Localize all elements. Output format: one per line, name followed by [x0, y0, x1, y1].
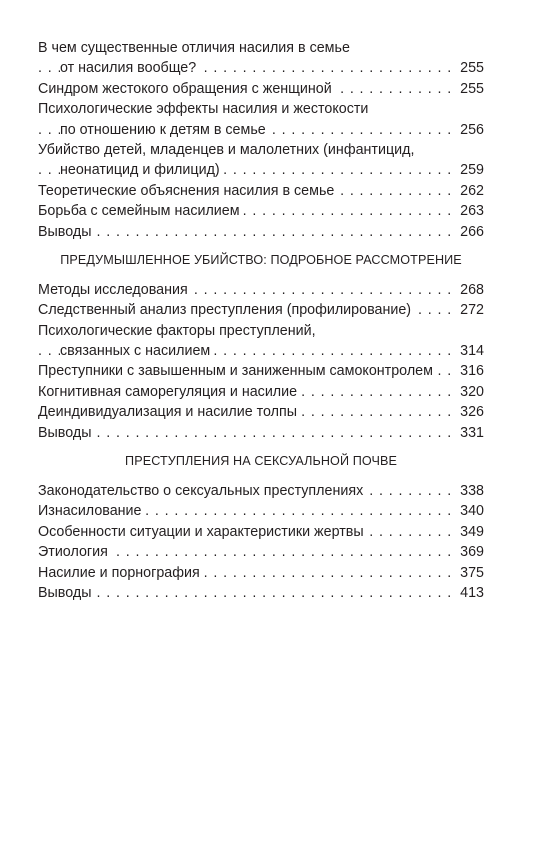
page-number: 413 — [457, 583, 484, 603]
toc-entry[interactable] — [38, 38, 484, 79]
entry-title: Законодательство о сексуальных преступлениях — [38, 483, 366, 499]
page-number: 255 — [457, 58, 484, 78]
page-number: 263 — [457, 201, 484, 221]
entry-title: Когнитивная саморегуляция и насилие — [38, 384, 300, 400]
entry-line-with-leader — [38, 280, 484, 300]
page-number: 331 — [457, 423, 484, 443]
toc-entry[interactable] — [38, 222, 484, 242]
section-heading: ПРЕДУМЫШЛЕННОЕ УБИЙСТВО: ПОДРОБНОЕ РАССМОТРЕНИЕ — [60, 252, 462, 267]
entry-line — [38, 140, 484, 160]
entry-title: Психологические факторы преступлений, — [38, 323, 319, 339]
entry-line — [38, 99, 484, 119]
toc-entry[interactable] — [38, 99, 484, 140]
page-number: 268 — [457, 280, 484, 300]
page-number: 256 — [457, 120, 484, 140]
entry-line — [38, 38, 484, 58]
toc-entry[interactable] — [38, 79, 484, 99]
entry-title: Преступники с завышенным и заниженным самоконтролем — [38, 363, 436, 379]
entry-title: Этиология — [38, 544, 111, 560]
entry-title: Насилие и порнография — [38, 565, 203, 581]
entry-line-with-leader — [38, 501, 484, 521]
entry-title: Деиндивидуализация и насилие толпы — [38, 404, 300, 420]
toc-entry[interactable] — [38, 501, 484, 521]
section-heading: ПРЕСТУПЛЕНИЯ НА СЕКСУАЛЬНОЙ ПОЧВЕ — [125, 454, 397, 469]
page-number: 338 — [457, 481, 484, 501]
toc-entry[interactable] — [38, 280, 484, 300]
page-number: 255 — [457, 79, 484, 99]
toc-entry[interactable] — [38, 563, 484, 583]
page-number: 266 — [457, 222, 484, 242]
entry-line-with-leader — [38, 181, 484, 201]
entry-line-with-leader — [38, 402, 484, 422]
page-number: 375 — [457, 563, 484, 583]
toc-section — [38, 451, 484, 603]
toc-entry[interactable] — [38, 402, 484, 422]
page-number: 369 — [457, 542, 484, 562]
entry-title: Следственный анализ преступления (профилирование) — [38, 302, 414, 318]
entry-title: связанных с насилием — [60, 343, 213, 359]
entry-line-with-leader — [38, 423, 484, 443]
toc-entry[interactable] — [38, 542, 484, 562]
entry-title: Борьба с семейным насилием — [38, 203, 243, 219]
toc-entry[interactable] — [38, 300, 484, 320]
entry-line-with-leader — [38, 160, 484, 180]
entry-line-with-leader — [38, 222, 484, 242]
entry-line-with-leader — [38, 361, 484, 381]
page-number: 320 — [457, 382, 484, 402]
entry-title: Теоретические объяснения насилия в семье — [38, 183, 337, 199]
entry-line-with-leader — [38, 120, 484, 140]
toc-entry[interactable] — [38, 181, 484, 201]
toc-entry[interactable] — [38, 361, 484, 381]
entry-title: неонатицид и филицид) — [60, 162, 223, 178]
entry-title: Психологические эффекты насилия и жестокости — [38, 101, 371, 117]
toc-section — [38, 38, 484, 242]
entry-line-with-leader — [38, 201, 484, 221]
page-number: 314 — [457, 341, 484, 361]
toc-entry[interactable] — [38, 423, 484, 443]
page-number: 272 — [457, 300, 484, 320]
entry-title: Убийство детей, младенцев и малолетних (инфантицид, — [38, 142, 417, 158]
page-number: 259 — [457, 160, 484, 180]
page-number: 340 — [457, 501, 484, 521]
entry-title: от насилия вообще? — [60, 60, 199, 76]
page-number: 316 — [457, 361, 484, 381]
entry-title: Особенности ситуации и характеристики жертвы — [38, 524, 367, 540]
entry-line — [38, 321, 484, 341]
entry-line-with-leader — [38, 341, 484, 361]
entry-title: Изнасилование — [38, 503, 145, 519]
entry-title: Выводы — [38, 224, 95, 240]
entry-title: Выводы — [38, 585, 95, 601]
entry-line-with-leader — [38, 481, 484, 501]
toc-section — [38, 250, 484, 443]
toc-entry[interactable] — [38, 583, 484, 603]
page-number: 262 — [457, 181, 484, 201]
page-number: 349 — [457, 522, 484, 542]
toc-entry[interactable] — [38, 321, 484, 362]
entry-line-with-leader — [38, 522, 484, 542]
entry-title: Выводы — [38, 425, 95, 441]
toc-entry[interactable] — [38, 382, 484, 402]
toc-entry[interactable] — [38, 481, 484, 501]
table-of-contents — [38, 38, 484, 603]
entry-title: Методы исследования — [38, 282, 191, 298]
toc-entry[interactable] — [38, 522, 484, 542]
entry-line-with-leader — [38, 542, 484, 562]
entry-line-with-leader — [38, 583, 484, 603]
entry-title: В чем существенные отличия насилия в семье — [38, 40, 353, 56]
toc-entry[interactable] — [38, 201, 484, 221]
toc-entry[interactable] — [38, 140, 484, 181]
entry-line-with-leader — [38, 79, 484, 99]
entry-line-with-leader — [38, 563, 484, 583]
entry-line-with-leader — [38, 382, 484, 402]
entry-line-with-leader — [38, 58, 484, 78]
entry-title: по отношению к детям в семье — [60, 122, 269, 138]
page-number: 326 — [457, 402, 484, 422]
entry-title: Синдром жестокого обращения с женщиной — [38, 81, 335, 97]
entry-line-with-leader — [38, 300, 484, 320]
